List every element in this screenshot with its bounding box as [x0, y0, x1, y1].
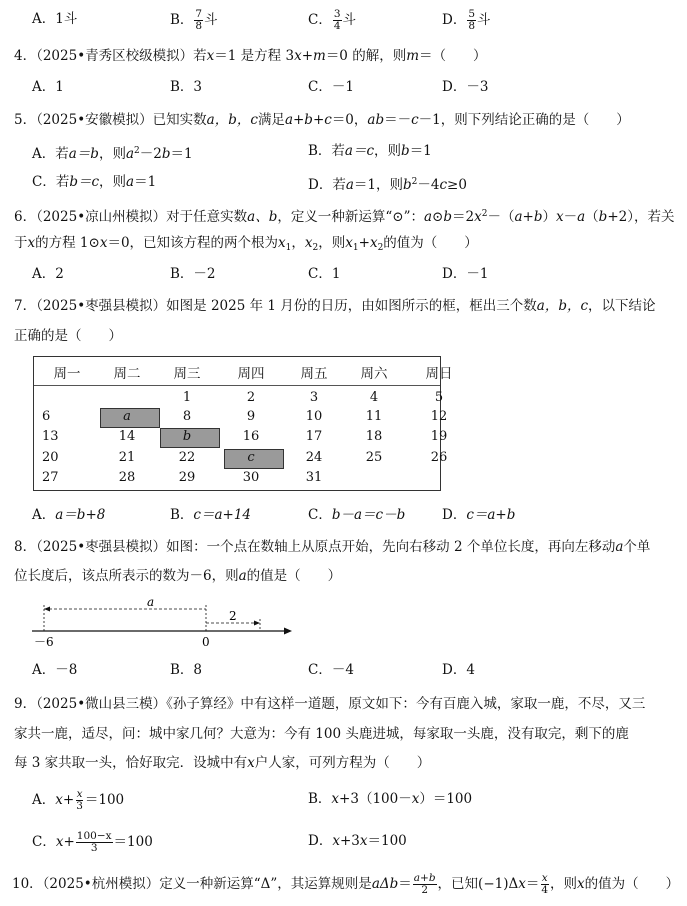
q5-option-b: B．若a＝c，则b＝1	[308, 143, 432, 159]
calendar-cell: 18	[365, 429, 383, 444]
q3-option-a: A．1斗	[32, 11, 78, 27]
calendar-header-0: 周一	[53, 366, 81, 382]
q9-stem-line3: 每 3 家共取一头，恰好取完．设城中有x户人家，可列方程为（ ）	[14, 755, 431, 771]
q4-option-b: B．3	[170, 79, 203, 95]
q9-stem-line1: 9．（2025•微山县三模）《孙子算经》中有这样一道题，原文如下：今有百鹿入城，家取一鹿，不尽，又三	[14, 696, 646, 712]
calendar-header-6: 周日	[425, 366, 453, 382]
calendar-cell: c	[247, 450, 255, 465]
calendar-header-1: 周二	[113, 366, 141, 382]
q5-option-a: A．若a＝b，则$a^2-2b=1$	[32, 146, 193, 162]
q10-stem: 10．（2025•杭州模拟）定义一种新运算“Δ”，其运算规则是aΔb＝ $\frac{a+b}{2}$ ，已知(−1)Δx＝ $\frac{x}{4}$ ，则x的值为（ ）	[12, 872, 680, 896]
calendar-header-5: 周六	[360, 366, 388, 382]
calendar-cell: 13	[42, 429, 59, 444]
q3-option-b: B． $\frac{7}{8}$ 斗	[170, 8, 218, 32]
segment-2-arrowhead	[254, 621, 260, 626]
calendar-cell: b	[182, 429, 192, 444]
calendar-cell: 12	[430, 409, 448, 424]
calendar-cell: 1	[182, 390, 192, 405]
calendar-cell: 14	[118, 429, 136, 444]
calendar-cell: 8	[182, 409, 192, 424]
q9-option-c: C．x+ $\frac{100-x}{3}$ ＝100	[32, 830, 153, 854]
q9-stem-line2: 家共一鹿，适尽，问：城中家几何？大意为：今有 100 头鹿进城，每家取一头鹿，没有取完，剩下的鹿	[14, 726, 629, 742]
q7-stem-line1: 7．（2025•枣强县模拟）如图是 2025 年 1 月份的日历，由如图所示的框，框出三个数a，b，c，以下结论	[14, 298, 656, 314]
calendar-cell: 31	[305, 470, 323, 485]
q7-option-a: A．a＝b+8	[32, 507, 106, 523]
q7-option-d: D．c＝a+b	[442, 507, 516, 523]
calendar-cell: 20	[42, 450, 59, 465]
calendar-cell: 3	[309, 390, 319, 405]
label-zero: 0	[202, 635, 210, 649]
calendar-cell: 11	[365, 409, 383, 424]
q8-stem-line1: 8．（2025•枣强县模拟）如图：一个点在数轴上从原点开始，先向右移动 2 个单位长度，再向左移动a个单	[14, 539, 651, 555]
q9-option-d: D．x+3x＝100	[308, 833, 407, 849]
calendar-header-divider	[34, 385, 440, 386]
q5-option-d: D．若a＝1，则$b^2-4c\ge 0$	[308, 177, 467, 193]
q6-option-c: C．1	[308, 266, 341, 282]
calendar-cell: 27	[42, 470, 59, 485]
calendar-cell: 24	[305, 450, 323, 465]
q3-option-d: D． $\frac{5}{8}$ 斗	[442, 8, 491, 32]
q3-option-c: C． $\frac{3}{4}$ 斗	[308, 8, 357, 32]
calendar-cell: 10	[305, 409, 323, 424]
calendar-cell: 29	[178, 470, 196, 485]
calendar-cell: 6	[42, 409, 51, 424]
label-neg6: －6	[34, 635, 54, 649]
q6-option-a: A．2	[32, 266, 64, 282]
q4-option-d: D．－3	[442, 79, 489, 95]
q4-option-a: A．1	[32, 79, 64, 95]
calendar-cell: 2	[246, 390, 256, 405]
axis-arrowhead	[284, 628, 292, 635]
calendar-cell: 28	[118, 470, 136, 485]
q6-option-b: B．－2	[170, 266, 216, 282]
calendar-header-3: 周四	[237, 366, 265, 382]
calendar-cell: 19	[430, 429, 448, 444]
calendar-cell: 21	[118, 450, 136, 465]
q8-option-c: C．－4	[308, 662, 354, 678]
calendar-cell: 5	[434, 390, 444, 405]
calendar-header-2: 周三	[173, 366, 201, 382]
segment-a-label: a	[147, 595, 155, 609]
q4-stem: 4．（2025•青秀区校级模拟）若x＝1 是方程 3x+m＝0 的解，则m＝（ ）	[14, 48, 487, 64]
q6-option-d: D．－1	[442, 266, 489, 282]
calendar-cell: 9	[246, 409, 256, 424]
q9-option-b: B．x+3（100－x）＝100	[308, 791, 473, 807]
calendar-header-4: 周五	[300, 366, 328, 382]
calendar-cell: 16	[242, 429, 260, 444]
calendar-cell: 30	[242, 470, 260, 485]
q5-stem: 5．（2025•安徽模拟）已知实数a，b，c满足a+b+c＝0，ab＝－c－1，则下列结论正确的是（ ）	[14, 112, 630, 128]
calendar-cell: 17	[305, 429, 323, 444]
calendar-cell: 22	[178, 450, 196, 465]
q9-option-a: A．x+ $\frac{x}{3}$ ＝100	[32, 788, 125, 812]
q8-option-a: A．－8	[32, 662, 78, 678]
calendar-cell: 26	[430, 450, 448, 465]
segment-2-label: 2	[229, 609, 237, 623]
q7-option-b: B．c＝a+14	[170, 507, 252, 523]
q7-option-c: C．b－a＝c－b	[308, 507, 406, 523]
calendar-figure	[33, 356, 453, 491]
q7-stem-line2: 正确的是（ ）	[14, 328, 122, 344]
q4-option-c: C．－1	[308, 79, 354, 95]
q8-option-d: D．4	[442, 662, 475, 678]
q8-stem-line2: 位长度后，该点所表示的数为－6，则a的值是（ ）	[14, 568, 342, 584]
segment-a-arrowhead	[44, 607, 50, 612]
number-line-figure	[30, 595, 300, 650]
q6-stem-line1: 6．（2025•凉山州模拟）对于任意实数a、b，定义一种新运算“⊙”：$a⊙b=2x^2-(a+b)x-a(b+2)$，若关	[14, 209, 675, 225]
q6-stem-line2: 于x的方程 1⊙x＝0，已知该方程的两个根为$x_1$，$x_2$，则$x_1+x_2$的值为（ ）	[14, 235, 478, 253]
calendar-cell: a	[123, 409, 131, 424]
q5-option-c: C．若b＝c，则a＝1	[32, 174, 157, 190]
q8-option-b: B．8	[170, 662, 203, 678]
calendar-cell: 25	[365, 450, 383, 465]
calendar-cell: 4	[369, 390, 379, 405]
